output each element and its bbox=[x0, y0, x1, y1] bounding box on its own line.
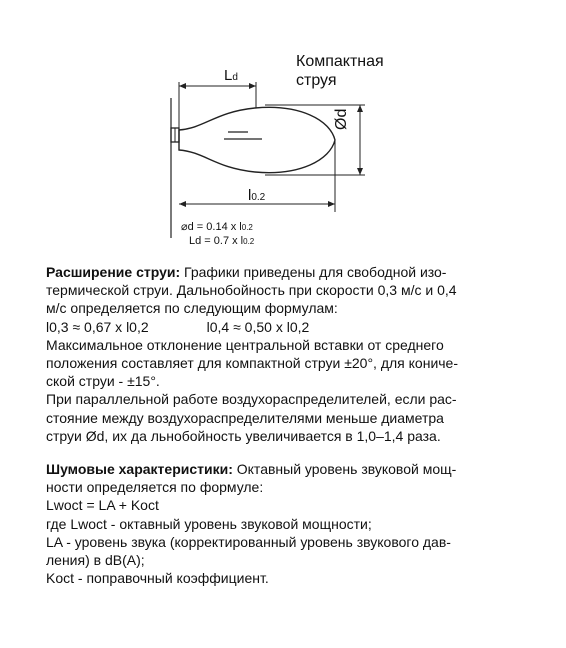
caption-line-1: Компактная bbox=[296, 53, 384, 70]
s1-line-6: положения составляет для компактной струи ±20°, для кониче- bbox=[46, 355, 459, 372]
formula-ld-sub: 0.2 bbox=[243, 237, 255, 246]
s1-line-7: ской струи - ±15°. bbox=[46, 373, 160, 390]
s1-line-3: м/с определяется по следующим формулам: bbox=[46, 300, 338, 317]
formula-diameter-main: ⌀d = 0.14 x l bbox=[181, 221, 242, 233]
diameter-label-text: Ød bbox=[333, 108, 350, 130]
l-arrow-right bbox=[328, 201, 335, 207]
s1-line-8: При параллельной работе воздухораспределителей, если рас- bbox=[46, 391, 457, 408]
s2-line-7: Koct - поправочный коэффициент. bbox=[46, 570, 269, 587]
s1-line-1 bbox=[46, 263, 506, 281]
formula-ld bbox=[189, 235, 254, 247]
l-arrow-left bbox=[179, 201, 186, 207]
ld-label bbox=[224, 66, 238, 87]
formula-l04: l0,4 ≈ 0,50 x l0,2 bbox=[206, 318, 310, 335]
s1-heading: Расширение струи: bbox=[46, 264, 181, 280]
s2-line-3: Lwoct = LA + Koct bbox=[46, 497, 159, 514]
ld-arrow-left bbox=[179, 83, 186, 89]
s1-line-5: Максимальное отклонение центральной вставки от среднего bbox=[46, 336, 444, 353]
formula-diameter-sub: 0.2 bbox=[241, 223, 253, 232]
diameter-label bbox=[332, 109, 351, 130]
ld-label-main: L bbox=[224, 67, 233, 84]
s1-line-2: термической струи. Дальнобойность при скорости 0,3 м/с и 0,4 bbox=[46, 282, 457, 299]
formula-l03: l0,3 ≈ 0,67 x l0,2 bbox=[46, 318, 149, 335]
ld-arrow-right bbox=[249, 83, 256, 89]
l02-label bbox=[248, 186, 265, 207]
s2-line-5: LA - уровень звука (корректированный уровень звукового дав- bbox=[46, 533, 451, 550]
s1-line-1-text: Графики приведены для свободной изо- bbox=[180, 264, 447, 280]
s2-line-4: где Lwoct - октавный уровень звуковой мощности; bbox=[46, 515, 372, 532]
formula-ld-main: Ld = 0.7 x l bbox=[189, 235, 244, 247]
s1-formulas bbox=[46, 318, 506, 336]
body-text bbox=[46, 263, 506, 587]
d-arrow-top bbox=[357, 105, 363, 112]
s2-heading: Шумовые характеристики: bbox=[46, 461, 233, 478]
s1-line-9: стояние между воздухораспределителями меньше диаметра bbox=[46, 409, 444, 426]
section-gap bbox=[46, 445, 506, 460]
jet-outline bbox=[179, 107, 335, 172]
s2-line-1 bbox=[46, 460, 506, 478]
s2-line-6: ления) в dB(A); bbox=[46, 552, 145, 569]
caption-line-2: струя bbox=[296, 72, 337, 89]
s2-line-2: ности определяется по формуле: bbox=[46, 479, 264, 496]
l02-label-sub: 0.2 bbox=[251, 192, 266, 203]
formula-diameter bbox=[181, 220, 253, 233]
jet-diagram bbox=[0, 0, 566, 255]
jet-type-caption bbox=[296, 52, 384, 90]
s1-line-10: струи Ød, их да льнобойность увеличивается в 1,0–1,4 раза. bbox=[46, 427, 441, 444]
l02-label-main: l bbox=[248, 187, 252, 204]
d-arrow-bottom bbox=[357, 168, 363, 175]
ld-label-sub: d bbox=[232, 72, 238, 83]
s2-line-1-text: Октавный уровень звуковой мощ- bbox=[232, 461, 457, 478]
